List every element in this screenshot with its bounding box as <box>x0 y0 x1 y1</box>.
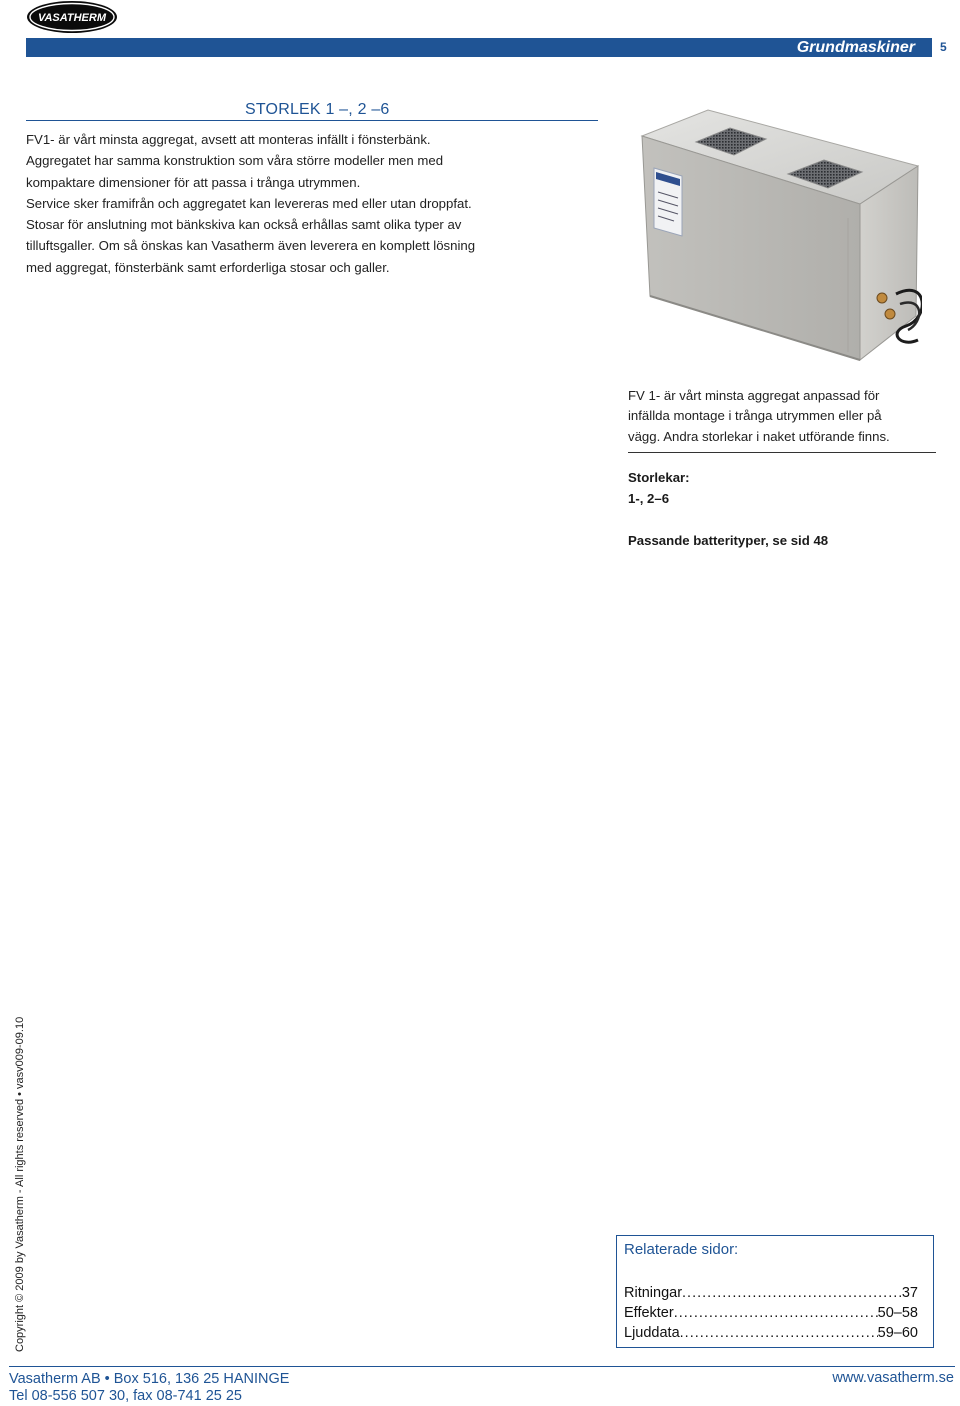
related-page-number: 59–60 <box>877 1325 918 1341</box>
heading-divider <box>26 120 598 121</box>
intro-line: kompaktare dimensioner för att passa i trånga utrymmen. <box>26 174 361 190</box>
intro-line: Service sker framifrån och aggregatet kan levereras med eller utan droppfat. <box>26 195 472 211</box>
footer-company-address: Vasatherm AB • Box 516, 136 25 HANINGE <box>9 1371 290 1387</box>
related-page-label: Effekter <box>624 1305 674 1321</box>
sizes-label: Storlekar: <box>628 470 690 485</box>
logo-text: VASATHERM <box>37 12 107 24</box>
caption-line: infällda montage i trånga utrymmen eller på <box>628 408 882 424</box>
caption-divider <box>628 452 936 453</box>
page-number: 5 <box>940 40 947 54</box>
related-page-item <box>624 1305 918 1321</box>
vasatherm-logo <box>26 0 118 34</box>
photo-caption <box>628 386 932 447</box>
footer-website-link[interactable]: www.vasatherm.se <box>832 1370 954 1386</box>
battery-reference: Passande batterityper, se sid 48 <box>628 533 829 548</box>
related-page-number: 37 <box>901 1285 918 1301</box>
related-page-item <box>624 1285 918 1301</box>
sizes-value: 1-, 2–6 <box>628 491 670 506</box>
related-pages-title: Relaterade sidor: <box>624 1241 739 1258</box>
related-page-label: Ljuddata <box>624 1325 680 1341</box>
intro-line: Stosar för anslutning mot bänkskiva kan också erhållas samt olika typer av <box>26 217 462 233</box>
related-pages-box <box>616 1235 934 1348</box>
intro-line: FV1- är vårt minsta aggregat, avsett att monteras infällt i fönsterbänk. <box>26 132 431 147</box>
related-page-number: 50–58 <box>877 1305 918 1321</box>
section-heading: STORLEK 1 –, 2 –6 <box>245 101 390 118</box>
intro-line: Aggregatet har samma konstruktion som våra större modeller men med <box>26 153 444 169</box>
leader-dots <box>680 1325 878 1341</box>
related-page-label: Ritningar <box>624 1285 683 1301</box>
intro-line: med aggregat, fönsterbänk samt erforderliga stosar och galler. <box>26 259 390 275</box>
intro-line: tilluftsgaller. Om så önskas kan Vasatherm även leverera en komplett lösning <box>26 238 476 254</box>
leader-dots <box>682 1285 902 1301</box>
product-photo <box>638 108 922 364</box>
related-page-item <box>624 1325 918 1341</box>
leader-dots <box>674 1305 878 1321</box>
intro-text <box>26 129 586 278</box>
caption-line: FV 1- är vårt minsta aggregat anpassad för <box>628 388 880 403</box>
footer-divider <box>9 1366 955 1367</box>
footer-phone-fax: Tel 08-556 507 30, fax 08-741 25 25 <box>9 1388 242 1404</box>
header-title: Grundmaskiner <box>796 39 915 56</box>
copyright-notice: Copyright © 2009 by Vasatherm - All rights reserved • vasv009-09.10 <box>14 1016 26 1352</box>
caption-line: vägg. Andra storlekar i naket utförande finns. <box>628 428 890 444</box>
